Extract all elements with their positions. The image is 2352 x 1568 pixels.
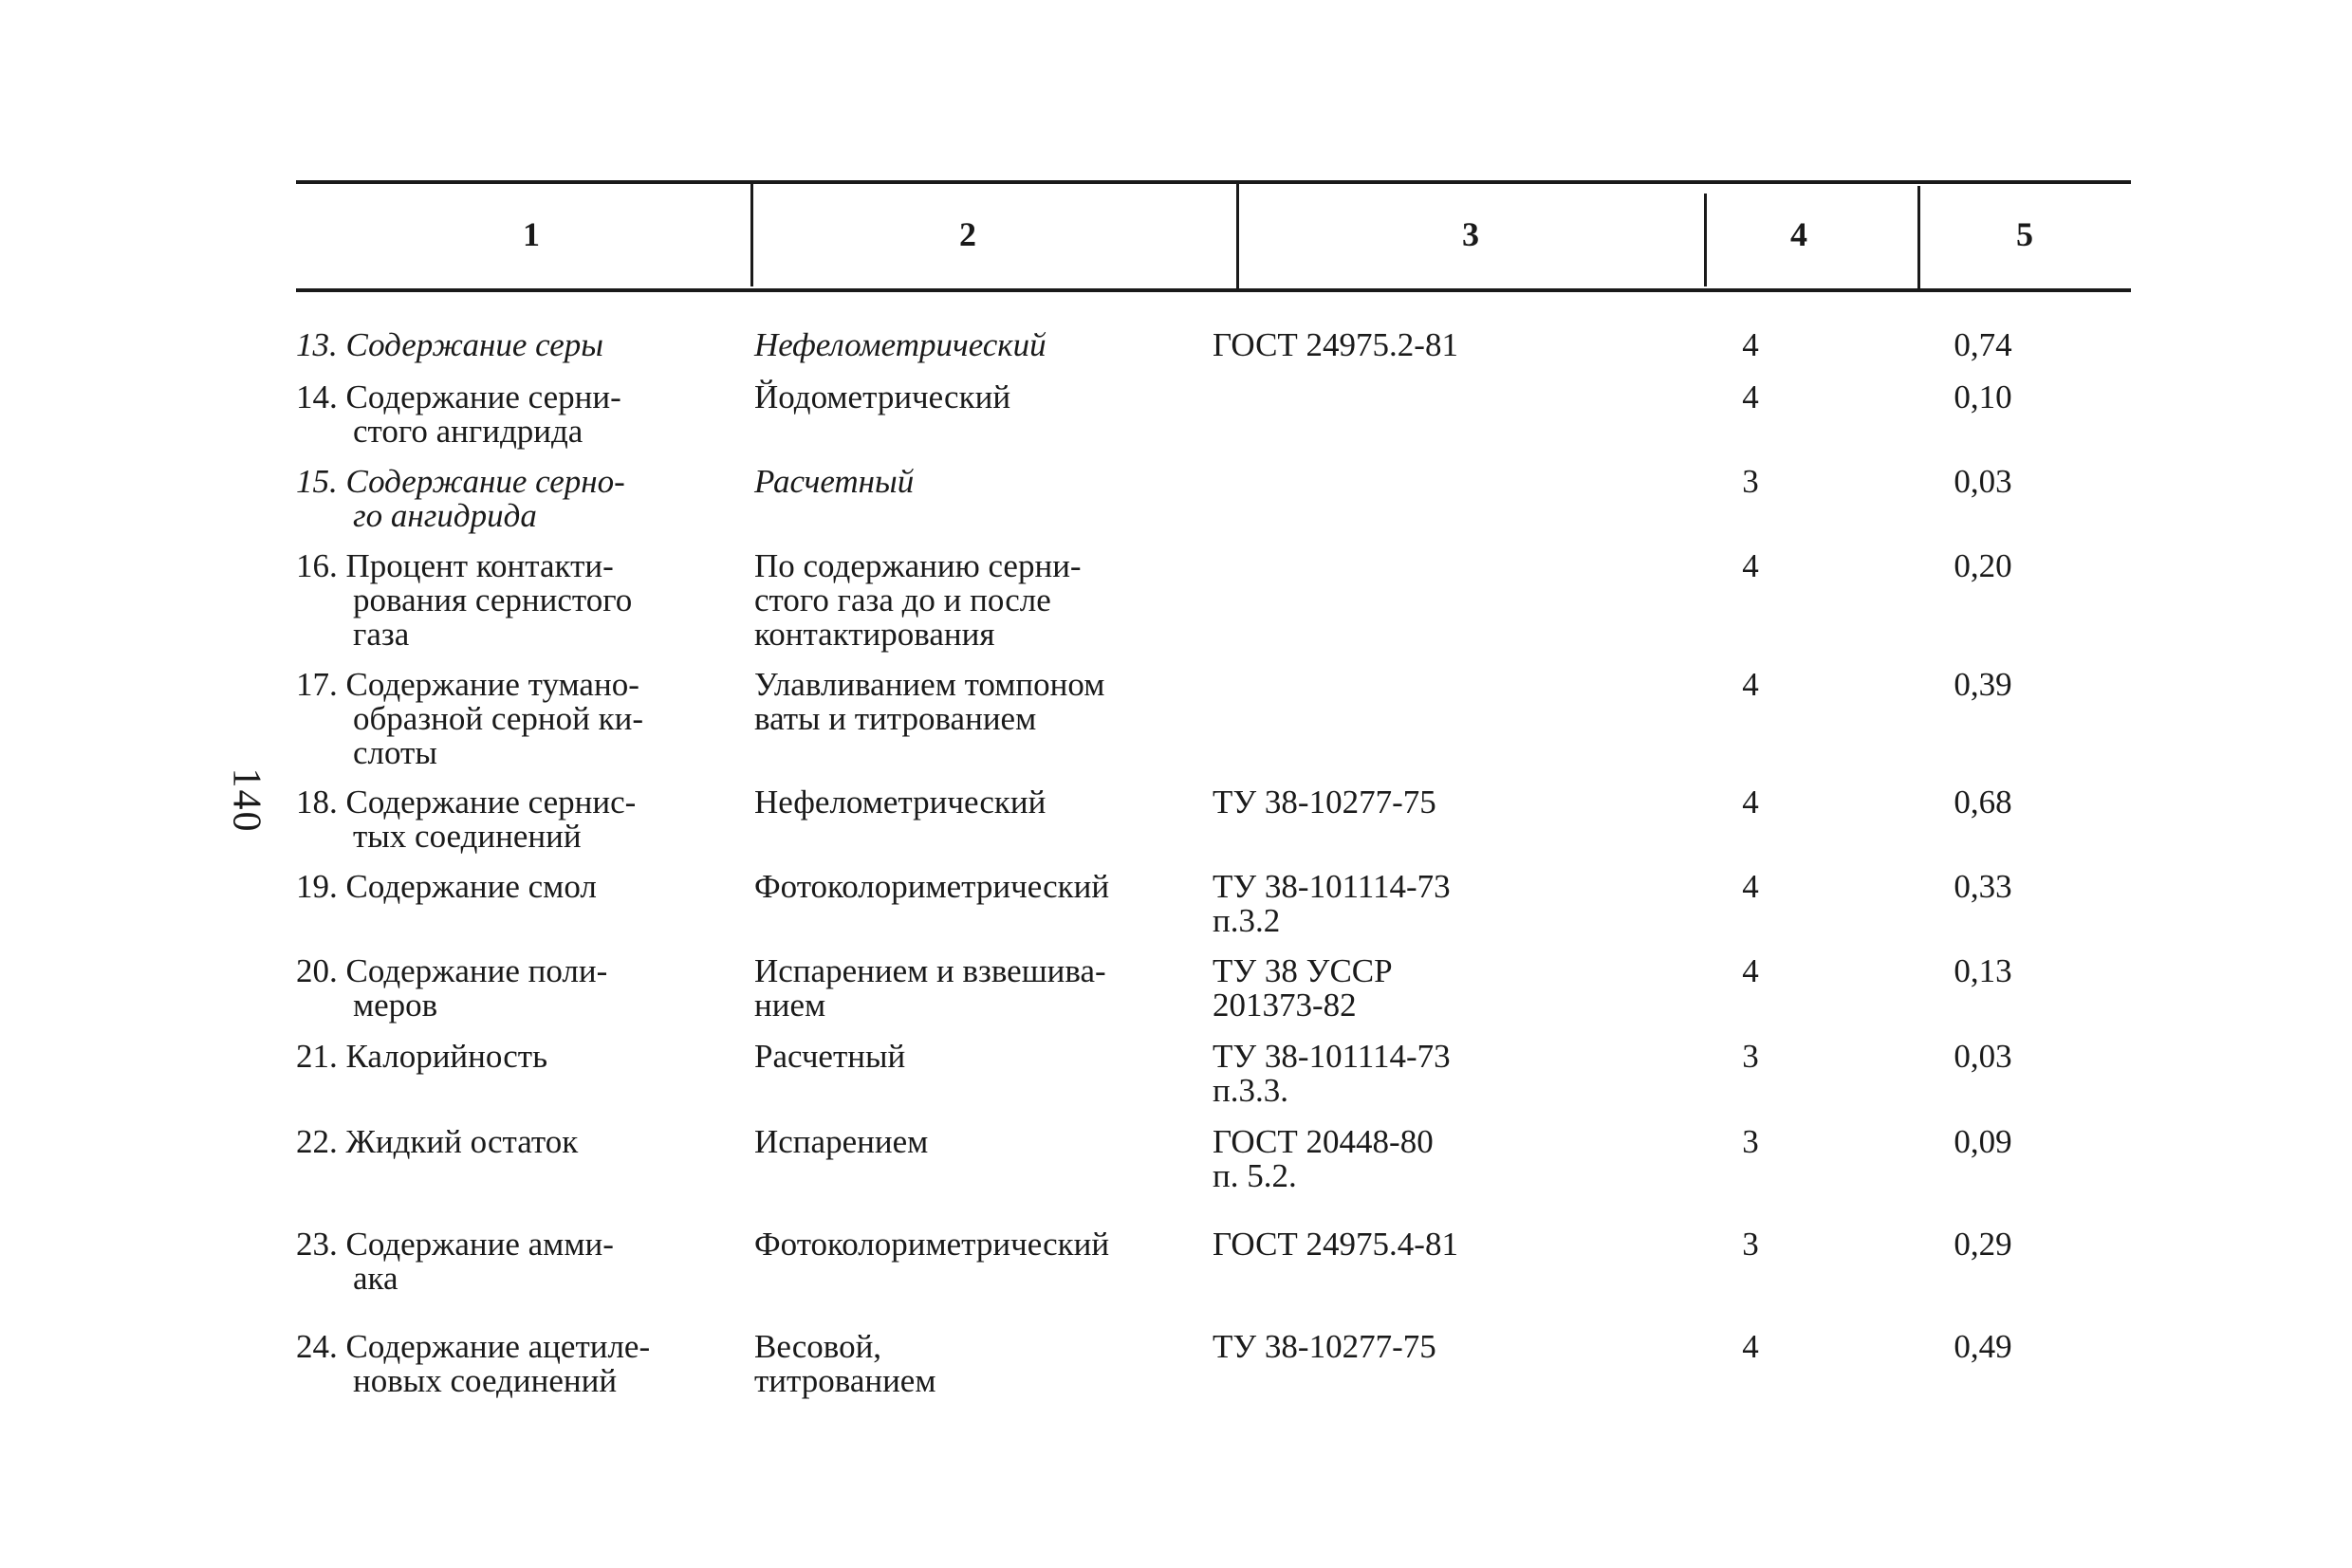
table-cell-col-5: 0,29: [1954, 1226, 2012, 1263]
table-cell-col-4: 3: [1742, 1123, 1759, 1160]
table-cell-col-5: 0,10: [1954, 378, 2012, 415]
table-cell-col-2: Улавливанием томпоном ваты и титрованием: [754, 666, 1105, 737]
table-cell-col-1: 14. Содержание серни- стого ангидрида: [296, 378, 621, 450]
table-cell-col-3: ТУ 38-101114-73 п.3.2: [1213, 868, 1451, 939]
table-cell-col-2: Фотоколориметрический: [754, 868, 1110, 905]
table-header-rule: [296, 288, 2131, 292]
table-cell-col-3: ТУ 38-101114-73 п.3.3.: [1213, 1038, 1451, 1109]
table-cell-col-2: Нефелометрический: [754, 784, 1046, 821]
table-cell-col-4: 4: [1742, 868, 1759, 905]
header-col-5: 5: [2016, 215, 2033, 253]
table-cell-col-2: Йодометрический: [754, 378, 1011, 415]
table-cell-col-1: 22. Жидкий остаток: [296, 1123, 579, 1160]
table-cell-col-5: 0,74: [1954, 326, 2012, 363]
table-cell-col-4: 4: [1742, 378, 1759, 415]
table-cell-col-1: 23. Содержание амми- ака: [296, 1226, 614, 1297]
table-cell-col-2: Расчетный: [754, 1038, 906, 1075]
table-cell-col-2: Испарением: [754, 1123, 929, 1160]
table-cell-col-4: 4: [1742, 326, 1759, 363]
table-cell-col-3: ГОСТ 20448-80 п. 5.2.: [1213, 1123, 1434, 1194]
table-cell-col-3: ГОСТ 24975.4-81: [1213, 1226, 1458, 1263]
table-cell-col-2: Весовой, титрованием: [754, 1328, 936, 1399]
column-separator: [750, 184, 753, 286]
header-col-3: 3: [1462, 215, 1479, 253]
table-cell-col-4: 4: [1742, 547, 1759, 584]
table-cell-col-5: 0,33: [1954, 868, 2012, 905]
table-cell-col-1: 16. Процент контакти- рования сернистого газа: [296, 547, 633, 653]
table-cell-col-1: 21. Калорийность: [296, 1038, 548, 1075]
column-separator: [1917, 186, 1920, 288]
table-cell-col-5: 0,20: [1954, 547, 2012, 584]
table-cell-col-5: 0,13: [1954, 952, 2012, 989]
table-cell-col-1: 20. Содержание поли- меров: [296, 952, 608, 1024]
table-cell-col-1: 18. Содержание сернис- тых соединений: [296, 784, 637, 855]
table-cell-col-4: 4: [1742, 952, 1759, 989]
table-cell-col-5: 0,49: [1954, 1328, 2012, 1365]
table-cell-col-4: 3: [1742, 463, 1759, 500]
header-col-4: 4: [1790, 215, 1807, 253]
table-cell-col-1: 24. Содержание ацетиле- новых соединений: [296, 1328, 651, 1399]
table-cell-col-1: 17. Содержание тумано- образной серной ки- слоты: [296, 666, 643, 771]
header-col-1: 1: [523, 215, 540, 253]
table-cell-col-3: ГОСТ 24975.2-81: [1213, 326, 1458, 363]
table-cell-col-5: 0,09: [1954, 1123, 2012, 1160]
table-cell-col-3: ТУ 38-10277-75: [1213, 1328, 1436, 1365]
table-cell-col-4: 4: [1742, 1328, 1759, 1365]
header-col-2: 2: [959, 215, 976, 253]
table-cell-col-2: Фотоколориметрический: [754, 1226, 1110, 1263]
table-cell-col-4: 4: [1742, 784, 1759, 821]
table-top-rule: [296, 180, 2131, 184]
table-cell-col-2: Расчетный: [754, 463, 915, 500]
table-cell-col-5: 0,68: [1954, 784, 2012, 821]
column-separator: [1236, 184, 1239, 290]
table-cell-col-2: Нефелометрический: [754, 326, 1046, 363]
table-cell-col-1: 15. Содержание серно- го ангидрида: [296, 463, 625, 534]
table-cell-col-2: По содержанию серни- стого газа до и после контактирования: [754, 547, 1082, 653]
table-cell-col-4: 3: [1742, 1038, 1759, 1075]
table-cell-col-3: ТУ 38-10277-75: [1213, 784, 1436, 821]
table-cell-col-1: 13. Содержание серы: [296, 326, 603, 363]
table-cell-col-1: 19. Содержание смол: [296, 868, 597, 905]
table-cell-col-3: ТУ 38 УССР 201373-82: [1213, 952, 1393, 1024]
table-cell-col-4: 3: [1742, 1226, 1759, 1263]
column-separator: [1704, 194, 1707, 286]
table-cell-col-5: 0,39: [1954, 666, 2012, 703]
table-cell-col-5: 0,03: [1954, 463, 2012, 500]
page-number: 140: [224, 767, 269, 834]
table-cell-col-2: Испарением и взвешива- нием: [754, 952, 1106, 1024]
table-cell-col-4: 4: [1742, 666, 1759, 703]
table-cell-col-5: 0,03: [1954, 1038, 2012, 1075]
